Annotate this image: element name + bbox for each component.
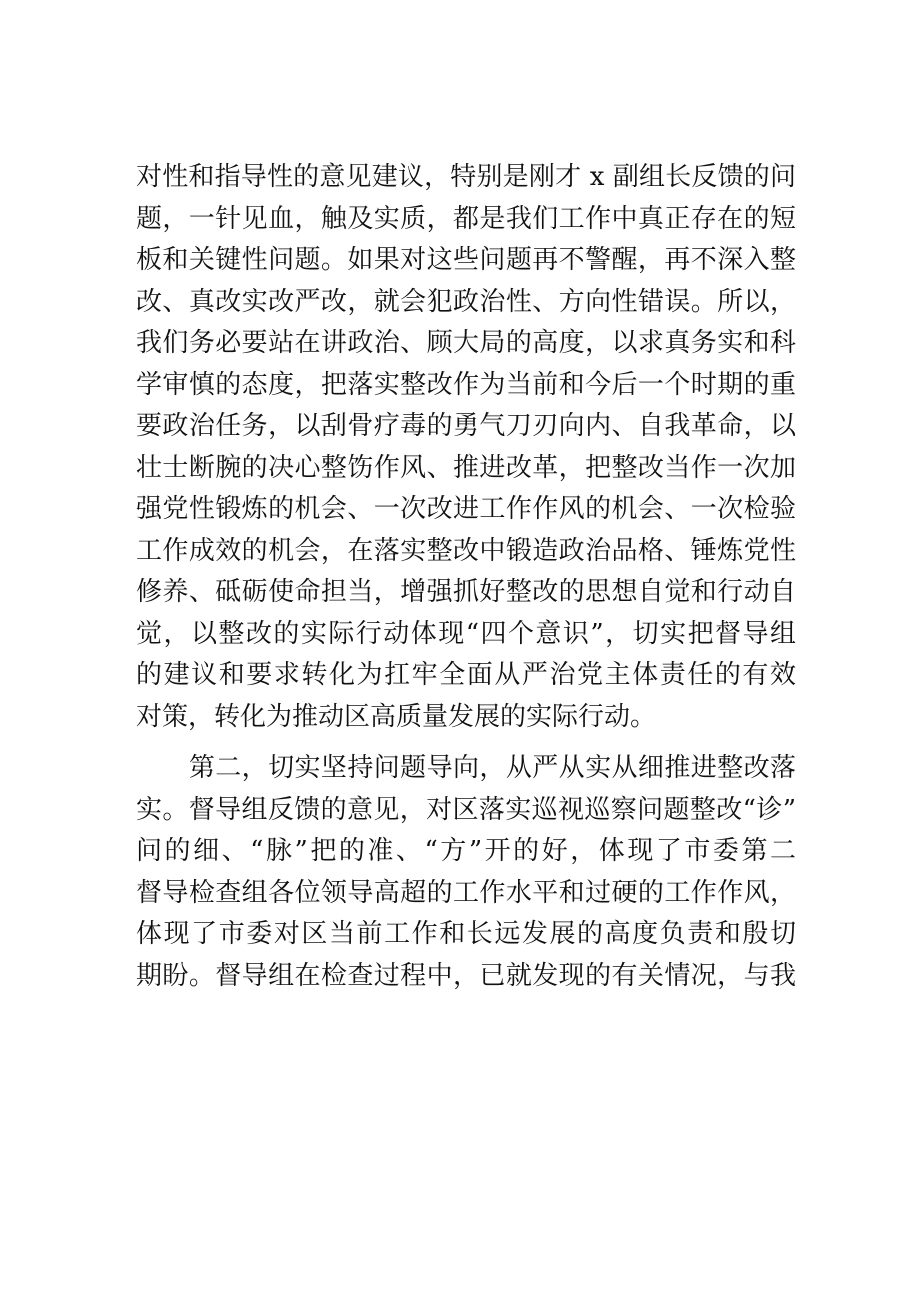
text-line: 对策，转化为推动区高质量发展的实际行动。 <box>136 701 657 732</box>
text-line: 板和关键性问题。如果对这些问题再不警醒，再不深入整 <box>136 245 796 275</box>
text-line: 改、真改实改严改，就会犯政治性、方向性错误。所以， <box>136 286 796 317</box>
text-line: 工作成效的机会，在落实整改中锻造政治品格、锤炼党性 <box>136 535 796 566</box>
paragraph-1 <box>136 157 796 738</box>
paragraph-gap <box>136 738 796 748</box>
body-text <box>136 157 796 997</box>
text-line: 实。督导组反馈的意见，对区落实巡视巡察问题整改“诊” <box>136 794 796 825</box>
text-line: 修养、砥砺使命担当，增强抓好整改的思想自觉和行动自 <box>136 577 796 607</box>
text-line: 题，一针见血，触及实质，都是我们工作中真正存在的短 <box>136 203 796 234</box>
text-line: 要政治任务，以刮骨疗毒的勇气刀刃向内、自我革命，以 <box>136 411 796 441</box>
text-line: 督导检查组各位领导高超的工作水平和过硬的工作作风， <box>136 877 796 908</box>
paragraph-2 <box>136 748 796 997</box>
text-line: 的建议和要求转化为扛牢全面从严治党主体责任的有效 <box>136 660 796 690</box>
text-line: 体现了市委对区当前工作和长远发展的高度负责和殷切 <box>136 919 796 949</box>
text-line: 我们务必要站在讲政治、顾大局的高度，以求真务实和科 <box>136 328 796 358</box>
text-line: 觉，以整改的实际行动体现“四个意识”，切实把督导组 <box>136 618 796 649</box>
text-line: 学审慎的态度，把落实整改作为当前和今后一个时期的重 <box>136 369 796 400</box>
text-line: 第二，切实坚持问题导向，从严从实从细推进整改落 <box>136 753 796 783</box>
text-line: 壮士断腕的决心整饬作风、推进改革，把整改当作一次加 <box>136 452 796 483</box>
text-line: 期盼。督导组在检查过程中，已就发现的有关情况，与我 <box>136 960 796 991</box>
text-line: 问的细、“脉”把的准、“方”开的好，体现了市委第二 <box>136 836 796 866</box>
text-line: 对性和指导性的意见建议，特别是刚才 x 副组长反馈的问 <box>136 162 796 192</box>
text-line: 强党性锻炼的机会、一次改进工作作风的机会、一次检验 <box>136 494 796 524</box>
